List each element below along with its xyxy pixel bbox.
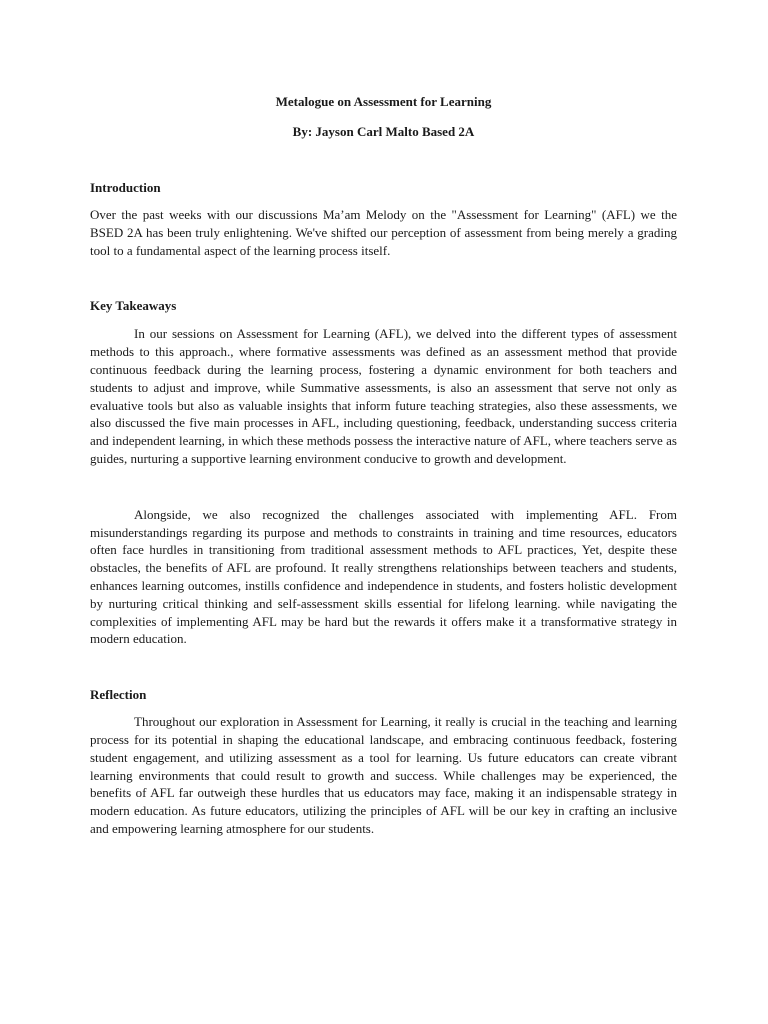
introduction-heading: Introduction [90,180,161,195]
introduction-paragraph: Over the past weeks with our discussions Ma’am Melody on the "Assessment for Learning" (AFL) we the BSED 2A has been truly enlightening. We've shifted our perception of assessment from being merely a grading tool to a fundamental aspect of the learning process itself. [90,207,677,258]
reflection-heading: Reflection [90,687,147,703]
document-title: Metalogue on Assessment for Learning [275,94,492,109]
document-page [90,90,677,838]
key-takeaways-heading: Key Takeaways [90,298,177,314]
key-takeaways-paragraph-2: Alongside, we also recognized the challenges associated with implementing AFL. From misunderstandings regarding its purpose and methods to constraints in training and time resources, educators often face hurdles in transitioning from traditional assessment methods to AFL practices, Yet, despite these obstacles, the benefits of AFL are profound. It really strengthens relationships between teachers and students, enhances learning outcomes, instills confidence and independence in students, and fosters holistic development by nurturing critical thinking and self-assessment skills essential for lifelong learning. while navigating the complexities of implementing AFL may be hard but the rewards it offers make it a transformative strategy in modern education. [90,506,677,647]
author-line: By: Jayson Carl Malto Based 2A [292,124,475,139]
key-takeaways-paragraph-1: In our sessions on Assessment for Learning (AFL), we delved into the different types of assessment methods to this approach., where formative assessments was defined as an assessment method that provide continuous feedback during the learning process, fostering a dynamic environment for both teachers and students to adjust and improve, while Summative assessments, is also an assessment that serve not only as evaluative tools but also as valuable insights that inform future teaching strategies, also these assessments, we also discussed the five main processes in AFL, including questioning, feedback, understanding success criteria and independent learning, in which these methods possess the interactive nature of AFL, where teachers serve as guides, nurturing a supportive learning environment conducive to growth and development. [90,326,677,466]
reflection-paragraph: Throughout our exploration in Assessment for Learning, it really is crucial in the teaching and learning process for its potential in shaping the educational landscape, and embracing continuous feedback, fostering student engagement, and utilizing assessment as a tool for learning. Us future educators can create vibrant learning environments that could result to growth and success. While challenges may be experienced, the benefits of AFL far outweigh these hurdles that us educators may face, making it an indispensable strategy in modern education. As future educators, utilizing the principles of AFL will be our key in crafting an inclusive and empowering learning atmosphere for our students. [90,714,677,836]
